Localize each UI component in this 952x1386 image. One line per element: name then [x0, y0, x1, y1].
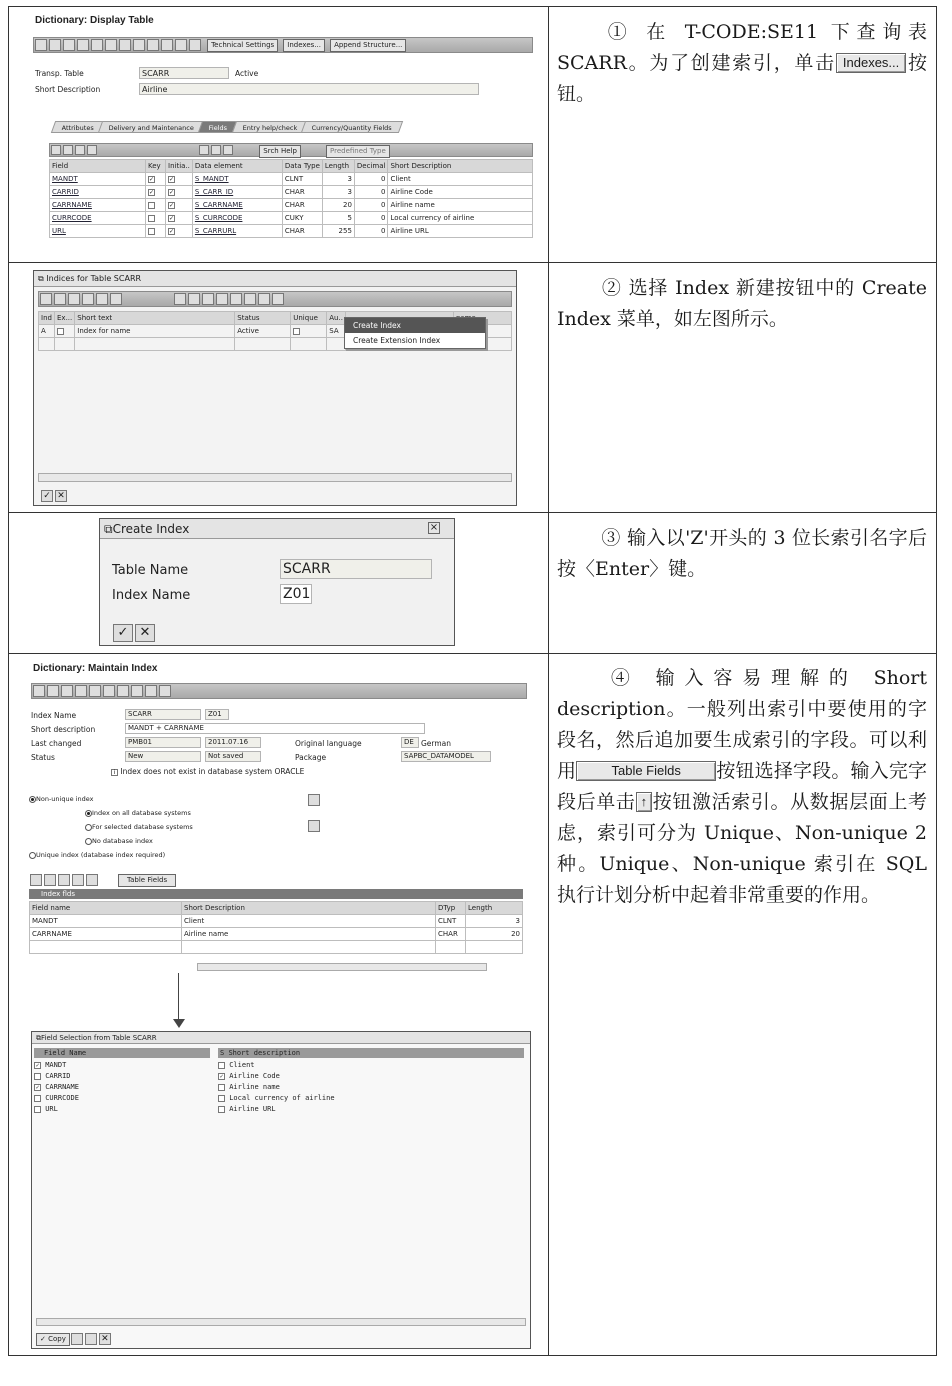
- index-fields-grid: [29, 901, 523, 954]
- saved-state-field: Not saved: [205, 751, 261, 762]
- indices-dialog-title: ⧉ Indices for Table SCARR: [34, 271, 516, 287]
- row-divider-2: [9, 512, 936, 513]
- table-row[interactable]: CURRCODE ✓ S_CURRCODE CUKY 5 0 Local currency of airline: [50, 212, 533, 225]
- display-change-icon[interactable]: [77, 39, 89, 51]
- technical-settings-button[interactable]: Technical Settings: [207, 39, 278, 52]
- se11-display-table-screenshot: [29, 13, 539, 258]
- option-no-db-index[interactable]: No database index: [85, 837, 153, 845]
- total-icon[interactable]: [110, 293, 122, 305]
- cancel-icon[interactable]: ✕: [99, 1333, 111, 1345]
- index-id-field: Z01: [205, 709, 229, 720]
- initial-checkbox[interactable]: ✓: [169, 227, 175, 235]
- copy-icon[interactable]: [63, 145, 73, 155]
- sap-title: Dictionary: Maintain Index: [33, 663, 158, 674]
- paste-icon[interactable]: [87, 145, 97, 155]
- table-name-field[interactable]: SCARR: [139, 67, 229, 79]
- activate-icon[interactable]: [105, 39, 117, 51]
- tab-fields[interactable]: Fields: [198, 121, 239, 133]
- where-used-icon[interactable]: [119, 39, 131, 51]
- info-icon[interactable]: [161, 39, 173, 51]
- row-divider-1: [9, 262, 936, 263]
- sap-toolbar: [31, 683, 527, 699]
- dialog-footer: [112, 623, 156, 643]
- table-fields-button[interactable]: Table Fields: [118, 874, 176, 887]
- key-checkbox[interactable]: [148, 228, 155, 235]
- display-object-list-icon[interactable]: [147, 39, 159, 51]
- col-data-type: Data Type: [282, 160, 322, 173]
- col-short-description: Short Description: [388, 160, 533, 173]
- flow-arrow-line: [178, 973, 179, 1021]
- window-icon: ⧉: [38, 274, 47, 283]
- short-description-label: Short description: [31, 725, 96, 734]
- info-icon: i: [111, 769, 118, 776]
- transp-table-label: Transp. Table: [35, 69, 84, 78]
- field-selection-dialog: [31, 1031, 531, 1349]
- column-divider: [548, 7, 549, 1355]
- col-length: Length: [322, 160, 354, 173]
- delete-index-icon[interactable]: [258, 293, 270, 305]
- field-name-header: Field Name: [34, 1048, 210, 1058]
- status-field: New: [125, 751, 201, 762]
- original-language-label: Original language: [295, 739, 362, 748]
- activate-icon[interactable]: [103, 685, 115, 697]
- forward-icon[interactable]: [47, 685, 59, 697]
- sap-toolbar: [33, 37, 533, 53]
- forward-icon[interactable]: [49, 39, 61, 51]
- initial-checkbox[interactable]: ✓: [169, 175, 175, 183]
- row-divider-3: [9, 653, 936, 654]
- index-fields-grid-header: Field name Short Description DTyp Length: [30, 902, 523, 915]
- create-index-dialog: [99, 518, 455, 646]
- indices-grid-header: Ind Ex... Short text Status Unique Au..: [39, 312, 512, 325]
- table-row[interactable]: CARRNAME Airline name CHAR 20: [30, 928, 523, 941]
- other-object-icon[interactable]: [63, 39, 75, 51]
- unique-checkbox[interactable]: [293, 328, 300, 335]
- paste-icon[interactable]: [58, 874, 70, 886]
- info-icon[interactable]: [159, 685, 171, 697]
- index-fields-header: Index flds: [29, 889, 523, 899]
- list-item[interactable]: ✓ CARRNAME: [35, 1083, 79, 1091]
- search-help-button[interactable]: Srch Help: [259, 145, 301, 158]
- no-db-index-radio[interactable]: [85, 838, 92, 845]
- create-menu: [344, 317, 486, 349]
- window-icon: ⧉: [36, 1034, 41, 1042]
- short-description-header: S Short description: [218, 1048, 524, 1058]
- table-row[interactable]: MANDT ✓ ✓ S_MANDT CLNT 3 0 Client: [50, 173, 533, 186]
- list-item: Airline URL: [218, 1104, 335, 1115]
- table-row[interactable]: CARRID ✓ ✓ S_CARR_ID CHAR 3 0 Airline Code: [50, 186, 533, 199]
- col-key: Key: [146, 160, 166, 173]
- copy-button[interactable]: ✓ Copy: [36, 1333, 70, 1346]
- hierarchy-icon[interactable]: [133, 39, 145, 51]
- table-name-label: Table Name: [112, 563, 189, 578]
- list-item: Airline name: [218, 1082, 335, 1093]
- table-fields-inline-button: Table Fields: [576, 761, 716, 781]
- list-item: ✓ Airline Code: [219, 1072, 280, 1080]
- display-object-list-icon[interactable]: [145, 685, 157, 697]
- selection-footer: [36, 1332, 112, 1351]
- db-settings-icon[interactable]: [308, 794, 320, 806]
- col-data-element: Data element: [192, 160, 282, 173]
- all-db-radio[interactable]: [85, 810, 92, 817]
- find-icon[interactable]: [223, 145, 233, 155]
- db-note: i Index does not exist in database system ORACLE: [111, 767, 304, 776]
- select-all-icon[interactable]: [71, 1333, 83, 1345]
- window-icon: ⧉: [104, 522, 113, 536]
- where-used-icon[interactable]: [117, 685, 129, 697]
- changed-date-field: 2011.07.16: [205, 737, 261, 748]
- list-item: Local currency of airline: [218, 1093, 335, 1104]
- activate-inline-icon: ↑: [636, 792, 653, 812]
- confirm-icon[interactable]: ✓: [113, 624, 133, 642]
- last-changed-label: Last changed: [31, 739, 82, 748]
- language-name: German: [421, 739, 452, 748]
- tab-delivery-maintenance[interactable]: Delivery and Maintenance: [98, 121, 206, 133]
- table-name-input[interactable]: SCARR: [280, 559, 432, 579]
- copy-icon[interactable]: [44, 874, 56, 886]
- index-table-field: SCARR: [125, 709, 201, 720]
- cut-icon[interactable]: [75, 145, 85, 155]
- dialog-footer: [40, 489, 68, 508]
- find-icon[interactable]: [82, 293, 94, 305]
- step-1-text: ① 在 T-CODE:SE11 下查询表 SCARR。为了创建索引，单击 Indexes... 按钮。: [557, 21, 927, 105]
- tab-currency-quantity[interactable]: Currency/Quantity Fields: [301, 121, 403, 133]
- changed-user-field: PMB01: [125, 737, 201, 748]
- horizontal-scrollbar[interactable]: [38, 473, 512, 482]
- cut-icon[interactable]: [30, 874, 42, 886]
- check-icon[interactable]: [89, 685, 101, 697]
- contents-icon[interactable]: [175, 39, 187, 51]
- append-structure-button[interactable]: Append Structure...: [330, 39, 406, 52]
- step-4-text: ④ 输入容易理解的 Short description。一般列出索引中要使用的字段名，然后追加要生成索引的字段。可以利用 Table Fields 按钮选择字段。输入完字段后单击 ↑ 按钮激活索引。从数据层面上考虑，索引可分为 Unique、Non-unique 2 种。Unique、Non-unique 索引在 SQL 执行计划分析中起着非常重要的作用。: [557, 667, 927, 906]
- indices-toolbar: [38, 291, 512, 307]
- back-icon[interactable]: [33, 685, 45, 697]
- key-checkbox[interactable]: [148, 215, 155, 222]
- col-field: Field: [50, 160, 146, 173]
- sap-title: Dictionary: Display Table: [35, 15, 154, 26]
- insert-row-icon[interactable]: [72, 874, 84, 886]
- short-description-input[interactable]: MANDT + CARRNAME: [125, 723, 425, 734]
- change-index-icon[interactable]: [244, 293, 256, 305]
- sort-icon[interactable]: [96, 293, 108, 305]
- tab-strip: [53, 115, 398, 132]
- col-decimal: Decimal: [354, 160, 388, 173]
- display-change-icon[interactable]: [75, 685, 87, 697]
- menu-item-create-index[interactable]: Create Index: [345, 318, 485, 333]
- back-icon[interactable]: [35, 39, 47, 51]
- index-name-input[interactable]: Z01: [280, 584, 312, 604]
- short-description-field[interactable]: Airline: [139, 83, 479, 95]
- indices-dialog: [33, 270, 517, 506]
- fields-grid-header: [50, 160, 533, 173]
- step-3-text: ③ 输入以'Z'开头的 3 位长索引名字后按〈Enter〉键。: [557, 527, 927, 580]
- initial-checkbox[interactable]: ✓: [169, 201, 175, 209]
- key-checkbox[interactable]: ✓: [149, 188, 155, 196]
- initial-checkbox[interactable]: ✓: [169, 214, 175, 222]
- deselect-all-icon[interactable]: [85, 1333, 97, 1345]
- non-unique-radio[interactable]: [29, 796, 36, 803]
- horizontal-scrollbar[interactable]: [36, 1318, 526, 1326]
- initial-checkbox[interactable]: ✓: [169, 188, 175, 196]
- create-index-icon[interactable]: [230, 293, 242, 305]
- maintain-index-screenshot: [27, 661, 537, 973]
- package-label: Package: [295, 753, 327, 762]
- tab-entry-help[interactable]: Entry help/check: [232, 121, 309, 133]
- delete-row-icon[interactable]: [86, 874, 98, 886]
- option-all-db[interactable]: Index on all database systems: [85, 809, 191, 817]
- print-icon[interactable]: [54, 293, 66, 305]
- select-all-icon[interactable]: [202, 293, 214, 305]
- list-item[interactable]: ✓ MANDT: [35, 1061, 67, 1069]
- table-status: Active: [235, 69, 259, 78]
- other-object-icon[interactable]: [61, 685, 73, 697]
- tab-attributes[interactable]: Attributes: [51, 121, 105, 133]
- unique-radio[interactable]: [29, 852, 36, 859]
- check-icon[interactable]: [91, 39, 103, 51]
- close-icon[interactable]: ×: [429, 522, 439, 533]
- edit-db-icon[interactable]: [308, 820, 320, 832]
- package-field: SAPBC_DATAMODEL: [401, 751, 491, 762]
- filter-icon[interactable]: [68, 293, 80, 305]
- short-description-label: Short Description: [35, 85, 101, 94]
- extension-checkbox[interactable]: [57, 328, 64, 335]
- confirm-icon[interactable]: ✓: [41, 490, 53, 502]
- step-2-text: ② 选择 Index 新建按钮中的 Create Index 菜单，如左图所示。: [557, 277, 927, 330]
- fields-toolbar: [49, 143, 533, 157]
- indexes-inline-button: Indexes...: [836, 53, 906, 73]
- list-item: Client: [218, 1060, 335, 1071]
- fields-grid: [49, 159, 533, 238]
- key-checkbox[interactable]: [148, 202, 155, 209]
- activate-icon[interactable]: [272, 293, 284, 305]
- option-non-unique[interactable]: Non-unique index: [29, 795, 93, 803]
- grid-icon[interactable]: [189, 39, 201, 51]
- list-item[interactable]: URL: [34, 1104, 79, 1115]
- index-name-label: Index Name: [112, 588, 191, 603]
- option-unique[interactable]: Unique index (database index required): [29, 851, 165, 859]
- filter-icon[interactable]: [211, 145, 221, 155]
- table-row[interactable]: URL ✓ S_CARRURL CHAR 255 0 Airline URL: [50, 225, 533, 238]
- create-index-title: ⧉Create Index ×: [100, 519, 454, 539]
- index-name-label: Index Name: [31, 711, 77, 720]
- export-icon[interactable]: [174, 293, 186, 305]
- indexes-button[interactable]: Indexes...: [283, 39, 325, 52]
- selected-db-radio[interactable]: [85, 824, 92, 831]
- field-selection-title: ⧉Field Selection from Table SCARR: [32, 1032, 530, 1044]
- list-item[interactable]: CARRID: [34, 1071, 79, 1082]
- horizontal-scrollbar[interactable]: [197, 963, 487, 971]
- key-checkbox[interactable]: ✓: [149, 175, 155, 183]
- col-initial: Initia..: [166, 160, 193, 173]
- info-icon[interactable]: [216, 293, 228, 305]
- cancel-icon[interactable]: ✕: [135, 624, 155, 642]
- language-code-field: DE: [401, 737, 419, 748]
- flow-arrow-head: [173, 1019, 185, 1028]
- insert-row-icon[interactable]: [51, 145, 61, 155]
- field-list: [34, 1060, 79, 1115]
- status-label: Status: [31, 753, 55, 762]
- sort-icon[interactable]: [199, 145, 209, 155]
- table-row[interactable]: CARRNAME ✓ S_CARRNAME CHAR 20 0 Airline name: [50, 199, 533, 212]
- table-row[interactable]: MANDT Client CLNT 3: [30, 915, 523, 928]
- table-row[interactable]: A Index for name Active SA: [39, 325, 512, 338]
- list-item[interactable]: CURRCODE: [34, 1093, 79, 1104]
- details-icon[interactable]: [40, 293, 52, 305]
- predefined-type-button[interactable]: Predefined Type: [326, 145, 390, 158]
- option-selected-db[interactable]: For selected database systems: [85, 823, 193, 831]
- cancel-icon[interactable]: ✕: [55, 490, 67, 502]
- tutorial-table: [8, 6, 937, 1356]
- menu-item-create-extension-index[interactable]: Create Extension Index: [353, 336, 441, 345]
- description-list: [218, 1060, 335, 1115]
- layout-icon[interactable]: [188, 293, 200, 305]
- hierarchy-icon[interactable]: [131, 685, 143, 697]
